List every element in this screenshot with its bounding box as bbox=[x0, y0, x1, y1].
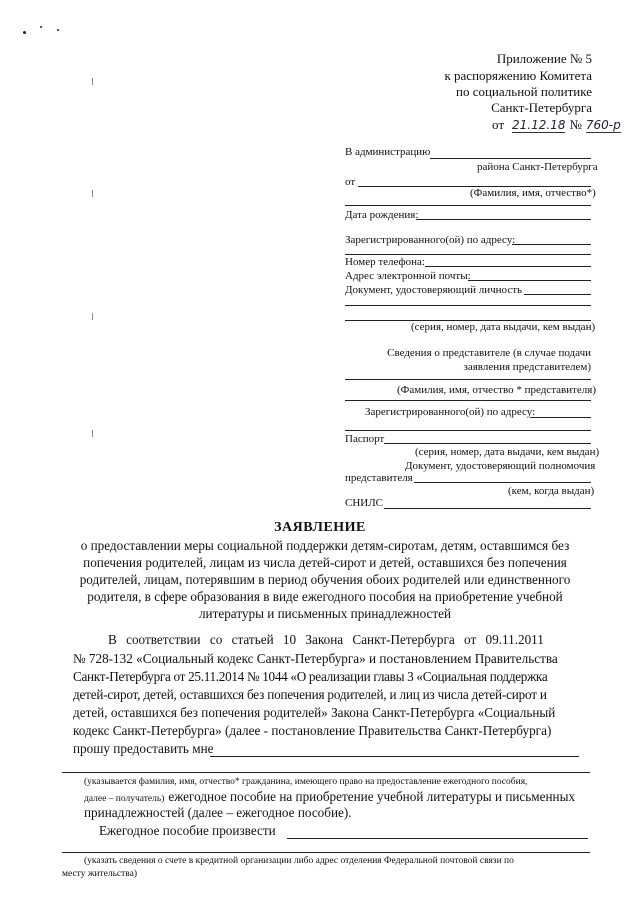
passport-hint: (серия, номер, дата выдачи, кем выдан) bbox=[415, 446, 600, 458]
recipient-name-line[interactable] bbox=[210, 756, 579, 757]
admin-name-line[interactable] bbox=[430, 158, 591, 159]
birth-date-label: Дата рождения: bbox=[345, 209, 419, 221]
payment-hint-line-1: (указать сведения о счете в кредитной организации либо адрес отделения Федеральной почтовой связи по bbox=[84, 856, 514, 866]
email-label: Адрес электронной почты: bbox=[345, 270, 471, 282]
payment-label: Ежегодное пособие произвести bbox=[99, 823, 276, 838]
rep-registered-line[interactable] bbox=[530, 417, 591, 418]
rep-registered-extra-line[interactable] bbox=[345, 430, 591, 431]
fio-extra-line[interactable] bbox=[345, 205, 591, 206]
margin-mark bbox=[92, 313, 93, 320]
subtitle-line: о предоставлении меры социальной поддержки детям-сиротам, детям, оставшимся без bbox=[80, 538, 570, 553]
subtitle-line: родителей, лицам, потерявшим в период обучения обоих родителей или единственного bbox=[79, 572, 571, 587]
paragraph-line-3: Санкт-Петербурга от 25.11.2014 № 1044 «О реализации главы 3 «Социальная поддержка bbox=[73, 669, 548, 684]
document-subtitle bbox=[60, 537, 590, 622]
recipient-hint-line-1: (указывается фамилия, имя, отчество* гражданина, имеющего право на предоставление ежегодного пособия, bbox=[84, 777, 528, 787]
appendix-date-line bbox=[492, 116, 621, 134]
rep-fio-extra-line[interactable] bbox=[345, 400, 591, 401]
payment-hint-line-2: месту жительства) bbox=[62, 869, 138, 879]
recipient-hint-prefix: далее – получатель) bbox=[84, 794, 165, 804]
id-doc-label: Документ, удостоверяющий личность bbox=[345, 284, 523, 296]
id-doc-extra-line-1[interactable] bbox=[345, 305, 591, 306]
id-doc-line[interactable] bbox=[524, 294, 591, 295]
appendix-number-sign: № bbox=[569, 117, 582, 132]
subtitle-line: родителя, в сфере образования в виде ежегодного пособия на приобретение учебной bbox=[87, 589, 563, 604]
registered-label: Зарегистрированного(ой) по адресу: bbox=[345, 234, 516, 246]
appendix-line-1: Приложение № 5 bbox=[496, 51, 592, 66]
subtitle-line: попечения родителей, лицам из числа детей-сирот и детей, оставшихся без попечения bbox=[83, 555, 567, 570]
email-line[interactable] bbox=[468, 280, 591, 281]
scan-speck bbox=[23, 31, 26, 34]
authority-doc-line[interactable] bbox=[414, 482, 591, 483]
from-label: от bbox=[345, 176, 356, 188]
fio-hint: (Фамилия, имя, отчество*) bbox=[470, 187, 596, 199]
appendix-from-label: от bbox=[492, 117, 505, 132]
appendix-date-handwritten: 21.12.18 bbox=[512, 118, 566, 132]
scan-speck bbox=[57, 29, 59, 31]
authority-doc-label: Документ, удостоверяющий полномочия bbox=[405, 460, 596, 472]
note-line-2 bbox=[84, 788, 575, 806]
district-label: района Санкт-Петербурга bbox=[477, 161, 598, 173]
allowance-text-line-1: ежегодное пособие на приобретение учебной литературы и письменных bbox=[168, 789, 576, 804]
margin-mark bbox=[92, 430, 93, 437]
paragraph-line-6: кодекс Санкт-Петербурга» (далее - постановление Правительства Санкт-Петербурга) bbox=[73, 723, 552, 738]
registered-line[interactable] bbox=[512, 244, 591, 245]
appendix-number-handwritten: 760-р bbox=[585, 118, 621, 132]
paragraph-line-1: В соответствии со статьей 10 Закона Санкт-Петербурга от 09.11.2011 bbox=[108, 632, 544, 647]
paragraph-line-5: детей, оставшихся без попечения родителей» Закона Санкт-Петербурга «Социальный bbox=[73, 705, 556, 720]
phone-line[interactable] bbox=[425, 266, 591, 267]
paragraph-line-7: прошу предоставить мне bbox=[73, 741, 214, 756]
passport-line[interactable] bbox=[384, 443, 591, 444]
rep-fio-line[interactable] bbox=[345, 379, 591, 380]
rep-fio-hint: (Фамилия, имя, отчество * представителя) bbox=[397, 384, 596, 396]
registered-extra-line[interactable] bbox=[345, 254, 591, 255]
rep-registered-label: Зарегистрированного(ой) по адресу: bbox=[365, 406, 536, 418]
payment-line[interactable] bbox=[287, 838, 588, 839]
id-hint: (серия, номер, дата выдачи, кем выдан) bbox=[411, 321, 596, 333]
snils-label: СНИЛС bbox=[345, 497, 384, 509]
scan-speck bbox=[40, 26, 42, 28]
recipient-name-extra-line[interactable] bbox=[62, 772, 590, 773]
paragraph-line-4: детей-сирот, детей, оставшихся без попечения родителей, и лиц из числа детей-сирот и bbox=[73, 687, 547, 702]
rep-info-line-1: Сведения о представителе (в случае подачи bbox=[387, 347, 591, 359]
phone-label: Номер телефона: bbox=[345, 256, 425, 268]
appendix-line-2: к распоряжению Комитета bbox=[444, 68, 592, 83]
appendix-line-4: Санкт-Петербурга bbox=[491, 100, 592, 115]
to-admin-label: В администрацию bbox=[345, 146, 431, 158]
margin-mark bbox=[92, 190, 93, 197]
rep-info-line-2: заявления представителем) bbox=[463, 361, 591, 373]
paragraph-line-2: № 728-132 «Социальный кодекс Санкт-Петербурга» и постановлением Правительства bbox=[73, 651, 558, 666]
birth-date-line[interactable] bbox=[416, 219, 591, 220]
subtitle-line: литературы и письменных принадлежностей bbox=[198, 606, 452, 621]
allowance-text-line-2: принадлежностей (далее – ежегодное пособие). bbox=[84, 805, 352, 820]
snils-line[interactable] bbox=[384, 508, 591, 509]
appendix-line-3: по социальной политике bbox=[456, 84, 592, 99]
passport-label: Паспорт bbox=[345, 433, 385, 445]
margin-mark bbox=[92, 78, 93, 85]
document-title: ЗАЯВЛЕНИЕ bbox=[274, 520, 366, 535]
payment-extra-line[interactable] bbox=[62, 852, 590, 853]
authority-hint: (кем, когда выдан) bbox=[508, 485, 595, 497]
representative-label: представителя bbox=[345, 472, 413, 484]
